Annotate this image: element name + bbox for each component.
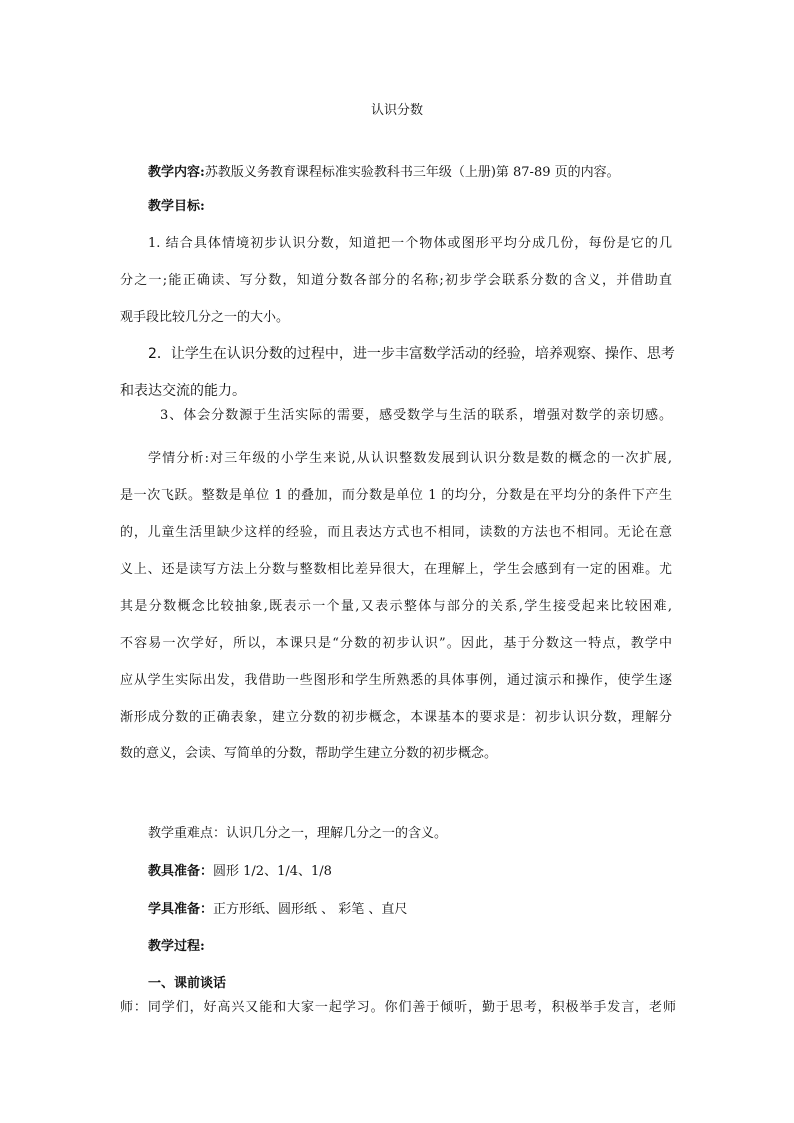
teacher-tools-label: 教具准备： bbox=[148, 864, 214, 879]
analysis-line-5: 其是分数概念比较抽象,既表示一个量,又表示整体与部分的关系,学生接受起来比较困难, bbox=[120, 599, 672, 614]
analysis-line-8: 渐形成分数的正确表象，建立分数的初步概念，本课基本的要求是：初步认识分数，理解分 bbox=[120, 710, 672, 725]
goal-1-line-2: 分之一;能正确读、写分数，知道分数各部分的名称;初步学会联系分数的含义，并借助直 bbox=[120, 273, 672, 288]
analysis-line-7: 应从学生实际出发，我借助一些图形和学生所熟悉的具体事例，通过演示和操作，使学生逐 bbox=[120, 673, 672, 688]
analysis-line-2: 是一次飞跃。整数是单位 1 的叠加，而分数是单位 1 的均分，分数是在平均分的条件下产生 bbox=[120, 488, 672, 503]
student-tools bbox=[148, 902, 407, 918]
goal-1-line-1: 1. 结合具体情境初步认识分数，知道把一个物体或图形平均分成几份，每份是它的几 bbox=[148, 236, 672, 251]
analysis-line-3: 的，儿童生活里缺少这样的经验，而且表达方式也不相同，读数的方法也不相同。无论在意 bbox=[120, 525, 672, 540]
teaching-content bbox=[148, 165, 620, 181]
teacher-tools bbox=[148, 864, 332, 880]
student-tools-label: 学具准备： bbox=[148, 902, 214, 917]
section-1-heading: 一、课前谈话 bbox=[148, 976, 227, 991]
teaching-content-text: 苏教版义务教育课程标准实验教科书三年级（上册)第 87-89 页的内容。 bbox=[204, 165, 620, 180]
teaching-goals-label: 教学目标: bbox=[148, 199, 205, 214]
key-points: 教学重难点：认识几分之一，理解几分之一的含义。 bbox=[148, 826, 448, 841]
teaching-content-label: 教学内容: bbox=[148, 165, 205, 180]
analysis-line-1: 学情分析:对三年级的小学生来说,从认识整数发展到认识分数是数的概念的一次扩展, bbox=[148, 451, 672, 466]
analysis-line-4: 义上、还是读写方法上分数与整数相比差异很大，在理解上，学生会感到有一定的困难。尤 bbox=[120, 562, 672, 577]
analysis-line-6: 不容易一次学好，所以，本课只是“分数的初步认识”。因此，基于分数这一特点，教学中 bbox=[120, 636, 672, 651]
goal-2-line-1: 2．让学生在认识分数的过程中，进一步丰富数学活动的经验，培养观察、操作、思考 bbox=[148, 346, 675, 362]
goal-1-line-3: 观手段比较几分之一的大小。 bbox=[120, 310, 290, 325]
process-line-1: 师：同学们，好高兴又能和大家一起学习。你们善于倾听，勤于思考，积极举手发言，老师 bbox=[120, 1000, 676, 1015]
goal-2-line-2: 和表达交流的能力。 bbox=[120, 383, 246, 399]
page-title: 认识分数 bbox=[370, 103, 423, 118]
goal-3: 3、体会分数源于生活实际的需要，感受数学与生活的联系，增强对数学的亲切感。 bbox=[160, 408, 672, 423]
student-tools-text: 正方形纸、圆形纸 、 彩笔 、直尺 bbox=[213, 902, 408, 917]
analysis-line-9: 数的意义，会读、写简单的分数，帮助学生建立分数的初步概念。 bbox=[120, 746, 498, 761]
teacher-tools-text: 圆形 1/2、1/4、1/8 bbox=[213, 864, 332, 879]
teaching-process-label: 教学过程: bbox=[148, 939, 205, 954]
